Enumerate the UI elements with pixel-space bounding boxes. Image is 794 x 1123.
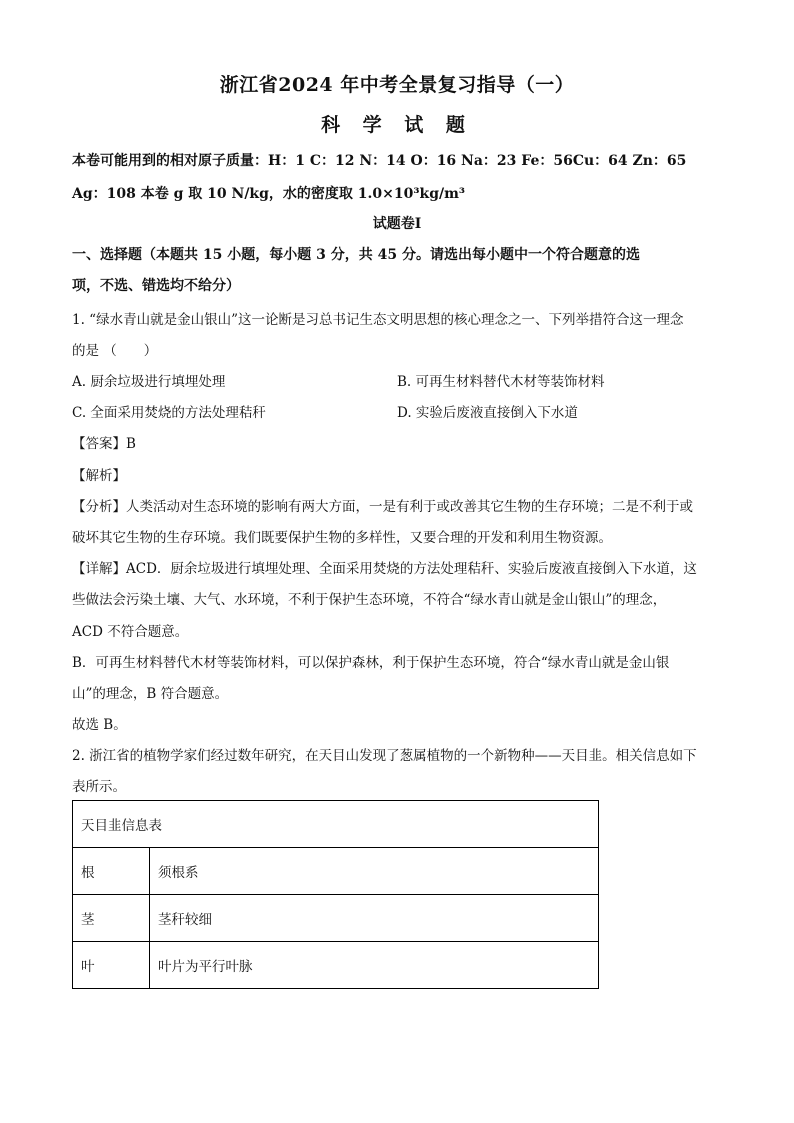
q1-conclusion: 故选 B。: [72, 717, 127, 733]
q1-stem-line1: 1. “绿水青山就是金山银山”这一论断是习总书记生态文明思想的核心理念之一、下列举措符合这一理念: [72, 312, 684, 328]
q1-option-c: C. 全面采用焚烧的方法处理秸秆: [72, 405, 266, 421]
part1-heading-line2: 项，不选、错选均不给分）: [72, 278, 240, 294]
table-row: [73, 848, 599, 895]
q1-xiangjie-line2: 些做法会污染土壤、大气、水环境，不利于保护生态环境，不符合“绿水青山就是金山银山”的理念，: [72, 592, 667, 608]
tianmu-chive-info-table: [72, 800, 599, 989]
table-row: [73, 942, 599, 989]
q1-stem-line2: 的是 （ ）: [72, 343, 158, 359]
q1-option-b-explanation-line2: 山”的理念，B 符合题意。: [72, 686, 229, 702]
table-title-row: [73, 801, 599, 848]
q1-option-a: A. 厨余垃圾进行填埋处理: [72, 374, 226, 390]
table-row: [73, 895, 599, 942]
q1-answer: 【答案】B: [72, 436, 136, 452]
q2-stem-line2: 表所示。: [72, 779, 126, 795]
atomic-mass-note-line1: 本卷可能用到的相对原子质量：H：1 C：12 N：14 O：16 Na：23 Fe：56Cu：64 Zn：65: [72, 153, 687, 169]
table-row-value: 茎秆较细: [150, 895, 599, 942]
table-row-value: 叶片为平行叶脉: [150, 942, 599, 989]
table-row-key: 根: [73, 848, 150, 895]
q1-xiangjie-line1: 【详解】ACD．厨余垃圾进行填埋处理、全面采用焚烧的方法处理秸秆、实验后废液直接倒入下水道，这: [72, 561, 697, 577]
page-subtitle: 科 学 试 题: [321, 114, 473, 136]
table-row-value: 须根系: [150, 848, 599, 895]
section-title: 试题卷Ⅰ: [372, 216, 422, 232]
q2-stem-line1: 2. 浙江省的植物学家们经过数年研究，在天目山发现了葱属植物的一个新物种——天目韭。相关信息如下: [72, 748, 697, 764]
q1-option-d: D. 实验后废液直接倒入下水道: [397, 405, 578, 421]
part1-heading-line1: 一、选择题（本题共 15 小题，每小题 3 分，共 45 分。请选出每小题中一个符合题意的选: [72, 247, 640, 263]
q1-analysis-label: 【解析】: [72, 468, 126, 484]
q1-option-b-explanation-line1: B．可再生材料替代木材等装饰材料，可以保护森林，利于保护生态环境，符合“绿水青山就是金山银: [72, 655, 670, 671]
table-row-key: 茎: [73, 895, 150, 942]
q1-fenxi-line2: 破坏其它生物的生存环境。我们既要保护生物的多样性，又要合理的开发和利用生物资源。: [72, 530, 612, 546]
page-title: 浙江省2024 年中考全景复习指导（一）: [219, 74, 575, 96]
atomic-mass-note-line2: Ag：108 本卷 g 取 10 N/kg，水的密度取 1.0×10³kg/m³: [72, 186, 466, 202]
q1-xiangjie-line3: ACD 不符合题意。: [72, 624, 189, 640]
table-row-key: 叶: [73, 942, 150, 989]
q1-option-b: B. 可再生材料替代木材等装饰材料: [397, 374, 605, 390]
q1-fenxi-line1: 【分析】人类活动对生态环境的影响有两大方面，一是有利于或改善其它生物的生存环境；二是不利于或: [72, 499, 693, 515]
table-title: 天目韭信息表: [73, 801, 599, 848]
